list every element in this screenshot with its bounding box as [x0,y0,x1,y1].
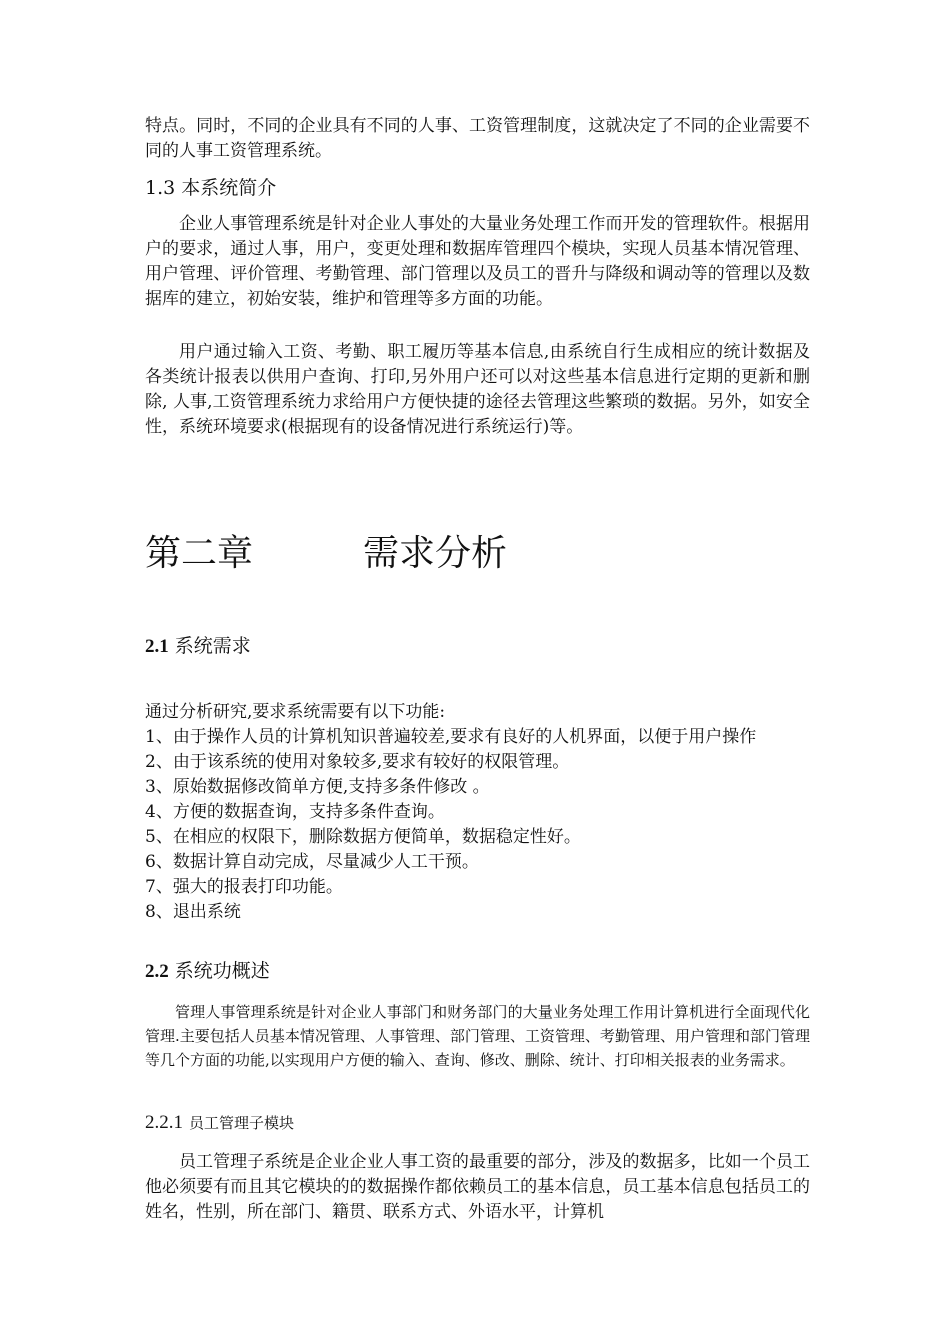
section-2-2-paragraph: 管理人事管理系统是针对企业人事部门和财务部门的大量业务处理工作用计算机进行全面现代化管理.主要包括人员基本情况管理、人事管理、部门管理、工资管理、考勤管理、用户管理和部门管理等几个方面的功能,以实现用户方便的输入、查询、修改、删除、统计、打印相关报表的业务需求。 [145,1003,810,1069]
section-1-3-paragraph-2: 用户通过输入工资、考勤、职工履历等基本信息,由系统自行生成相应的统计数据及各类统计报表以供用户查询、打印,另外用户还可以对这些基本信息进行定期的更新和删除, 人事,工资管理系统力求给用户方便快捷的途径去管理这些繁琐的数据。另外，如安全性，系统环境要求(根据现有的设备情况进行系统运行)等。 [145,342,810,437]
requirements-lead: 通过分析研究,要求系统需要有以下功能: [145,702,446,722]
requirement-item-6: 6、数据计算自动完成，尽量减少人工干预。 [145,852,479,872]
requirement-item-3: 3、原始数据修改简单方便,支持多条件修改 。 [145,777,490,797]
section-2-2-heading [145,957,810,986]
requirement-item-2: 2、由于该系统的使用对象较多,要求有较好的权限管理。 [145,752,570,772]
section-2-1-heading [145,632,810,661]
chapter-number: 第二章 [145,533,254,574]
chapter-heading [145,531,810,577]
requirement-item-7: 7、强大的报表打印功能。 [145,877,343,897]
section-2-2-1-paragraph: 员工管理子系统是企业企业人事工资的最重要的部分，涉及的数据多，比如一个员工他必须要有而且其它模块的的数据操作都依赖员工的基本信息，员工基本信息包括员工的姓名，性别，所在部门、籍贯、联系方式、外语水平，计算机 [145,1152,810,1222]
chapter-title: 需求分析 [363,533,508,574]
requirement-item-4: 4、方便的数据查询，支持多条件查询。 [145,802,445,822]
section-2-1-title: 系统需求 [174,635,251,657]
section-2-2-1-heading [145,1110,810,1136]
intro-paragraph: 特点。同时，不同的企业具有不同的人事、工资管理制度，这就决定了不同的企业需要不同的人事工资管理系统。 [145,116,810,161]
requirements-list [145,700,810,925]
section-2-2-1-number: 2.2.1 [145,1112,183,1133]
requirement-item-5: 5、在相应的权限下，删除数据方便简单，数据稳定性好。 [145,827,581,847]
requirement-item-1: 1、由于操作人员的计算机知识普遍较差,要求有良好的人机界面，以便于用户操作 [145,727,757,747]
section-2-1-number: 2.1 [145,636,169,657]
section-1-3-heading: 1.3 本系统简介 [145,177,277,199]
section-2-2-1-title: 员工管理子模块 [189,1114,295,1132]
section-2-2-title: 系统功概述 [174,960,270,982]
section-1-3-paragraph-1: 企业人事管理系统是针对企业人事处的大量业务处理工作而开发的管理软件。根据用户的要求，通过人事，用户，变更处理和数据库管理四个模块，实现人员基本情况管理、用户管理、评价管理、考勤管理、部门管理以及员工的晋升与降级和调动等的管理以及数据库的建立，初始安装，维护和管理等多方面的功能。 [145,214,810,309]
requirement-item-8: 8、退出系统 [145,902,241,922]
section-2-2-number: 2.2 [145,961,169,982]
